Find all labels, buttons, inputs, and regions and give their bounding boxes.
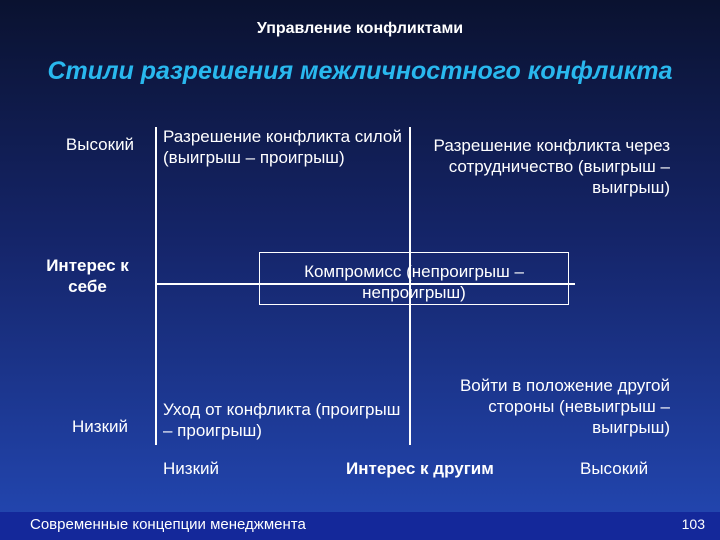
page-number: 103 (681, 516, 705, 532)
quadrant-forcing: Разрешение конфликта силой (выигрыш – проигрыш) (163, 127, 402, 167)
x-axis-high-label: Высокий (580, 459, 649, 478)
quadrant-accommodation: Войти в положение другой стороны (невыигрыш – выигрыш) (459, 376, 670, 437)
slide-main-title: Стили разрешения межличностного конфликта (47, 57, 673, 85)
compromise-box: Компромисс (непроигрыш – непроигрыш) (259, 252, 569, 305)
x-axis-title: Интерес к другим (346, 459, 494, 478)
x-axis-low-label: Низкий (163, 459, 219, 478)
y-axis-high-label: Высокий (65, 135, 135, 154)
y-axis-line (155, 127, 157, 445)
quadrant-collaboration: Разрешение конфликта через сотрудничество (выигрыш – выигрыш) (433, 136, 670, 197)
footer-course-title: Современные концепции менеджмента (30, 516, 306, 533)
slide-section-title: Управление конфликтами (256, 20, 464, 37)
y-axis-low-label: Низкий (72, 417, 128, 436)
quadrant-avoidance: Уход от конфликта (проигрыш – проигрыш) (163, 400, 401, 440)
y-axis-title: Интерес к себе (46, 256, 129, 296)
